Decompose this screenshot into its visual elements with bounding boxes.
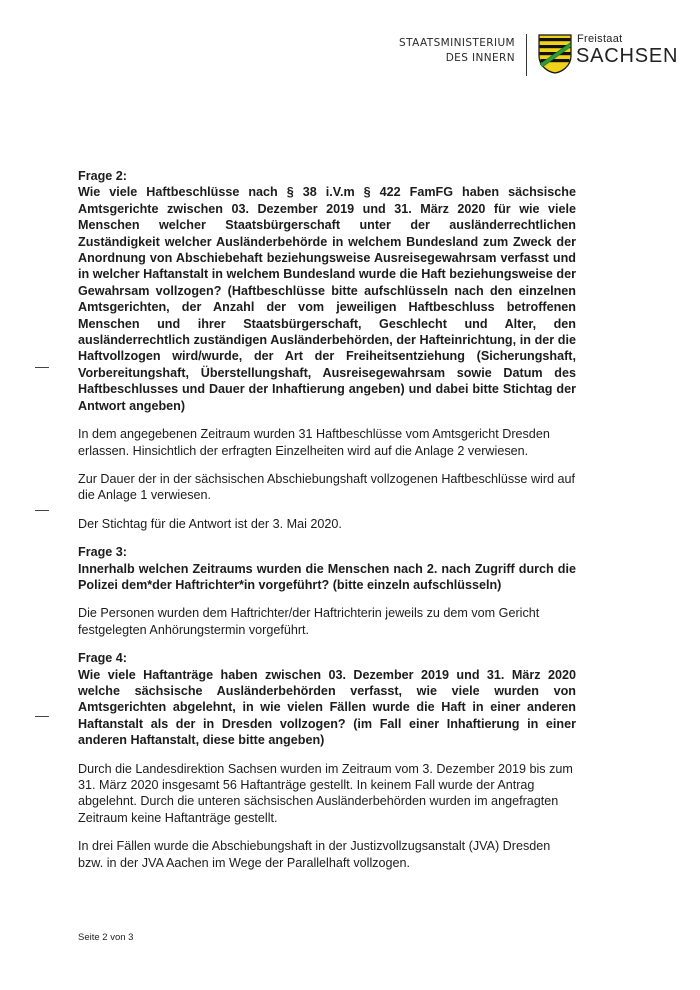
frage-4-answer-1: Durch die Landesdirektion Sachsen wurden im Zeitraum vom 3. Dezember 2019 bis zum 31. März 2020 insgesamt 56 Haftanträge gestellt. In keinem Fall wurde der Antrag abgelehnt. Durch die unteren sächsischen Ausländerbehörden wurden im angefragten Zeitraum keine Haftanträge gestellt. bbox=[78, 761, 573, 825]
ministry-name bbox=[399, 36, 515, 66]
frage-3-question: Innerhalb welchen Zeitraums wurden die Menschen nach 2. nach Zugriff durch die Polizei dem*der Haftrichter*in vorgeführt? (bitte einzeln aufschlüsseln) bbox=[78, 561, 576, 592]
ministry-line-1: STAATSMINISTERIUM bbox=[399, 37, 515, 49]
frage-2-answer-2: Zur Dauer der in der sächsischen Abschiebungshaft vollzogenen Haftbeschlüsse wird auf die Anlage 1 verwiesen. bbox=[78, 471, 576, 503]
frage-4-answer-2: In drei Fällen wurde die Abschiebungshaft in der Justizvollzugsanstalt (JVA) Dresden bzw. in der JVA Aachen im Wege der Parallelhaft vollzogen. bbox=[78, 839, 551, 870]
header-divider bbox=[526, 34, 527, 76]
saxony-coat-of-arms-icon bbox=[538, 34, 572, 74]
margin-mark bbox=[35, 367, 49, 368]
frage-4-label: Frage 4: bbox=[78, 651, 127, 666]
state-label-big: SACHSEN bbox=[576, 45, 679, 67]
page-number: Seite 2 von 3 bbox=[78, 932, 134, 943]
state-label-small: Freistaat bbox=[577, 33, 623, 45]
frage-2-answer-3: Der Stichtag für die Antwort ist der 3. Mai 2020. bbox=[78, 516, 342, 531]
frage-2-label: Frage 2: bbox=[78, 169, 127, 183]
frage-2-section bbox=[78, 168, 576, 532]
frage-2-question: Wie viele Haftbeschlüsse nach § 38 i.V.m § 422 FamFG haben sächsische Amtsgerichte zwischen 03. Dezember 2019 und 31. März 2020 für wie viele Menschen welcher Staatsbürgerschaft unter der ausländerrechtlichen Zuständigkeit welcher Ausländerbehörde in welchem Bundesland zum Zweck der Anordnung von Abschiebehaft beziehungsweise Ausreisegewahrsam verfasst und in welcher Haftanstalt in welchem Bundesland wurde die Haft beziehungsweise der Gewahrsam vollzogen? (Haftbeschlüsse bitte aufschlüsseln nach den einzelnen Amtsgerichten, der Anzahl der vom jeweiligen Haftbeschluss betroffenen Menschen und ihrer Staatsbürgerschaft, Geschlecht und Alter, den ausländerrechtlich zuständigen Ausländerbehörden, der Hafteinrichtung, in der die Haftvollzogen wird/wurde, der Art der Freiheitsentziehung (Sicherungshaft, Vorbereitungshaft, Überstellungshaft, Ausreisegewahrsam sowie Datum des Haftbeschlusses und Dauer der Inhaftierung angeben) und dabei bitte Stichtag der Antwort angeben) bbox=[78, 185, 576, 413]
frage-4-question: Wie viele Haftanträge haben zwischen 03. Dezember 2019 und 31. März 2020 welche sächsische Ausländerbehörden verfasst, wie viele wurden von Amtsgerichten abgelehnt, in wie vielen Fällen wurde die Haft in einer anderen Haftanstalt als der in Dresden vollzogen? (im Fall einer Inhaftierung in einer anderen Haftanstalt, diese bitte angeben) bbox=[78, 667, 576, 748]
margin-mark bbox=[35, 510, 49, 511]
frage-3-section bbox=[78, 544, 576, 638]
margin-mark bbox=[35, 716, 49, 717]
frage-3-label: Frage 3: bbox=[78, 545, 127, 560]
document-body bbox=[78, 168, 576, 883]
frage-2-answer-1: In dem angegebenen Zeitraum wurden 31 Haftbeschlüsse vom Amtsgericht Dresden erlassen. Hinsichtlich der erfragten Einzelheiten wird auf die Anlage 2 verwiesen. bbox=[78, 427, 550, 458]
ministry-line-2: DES INNERN bbox=[445, 52, 515, 64]
frage-4-section bbox=[78, 650, 576, 871]
frage-3-answer-1: Die Personen wurden dem Haftrichter/der Haftrichterin jeweils zu dem vom Gericht festgelegten Anhörungstermin vorgeführt. bbox=[78, 606, 540, 637]
